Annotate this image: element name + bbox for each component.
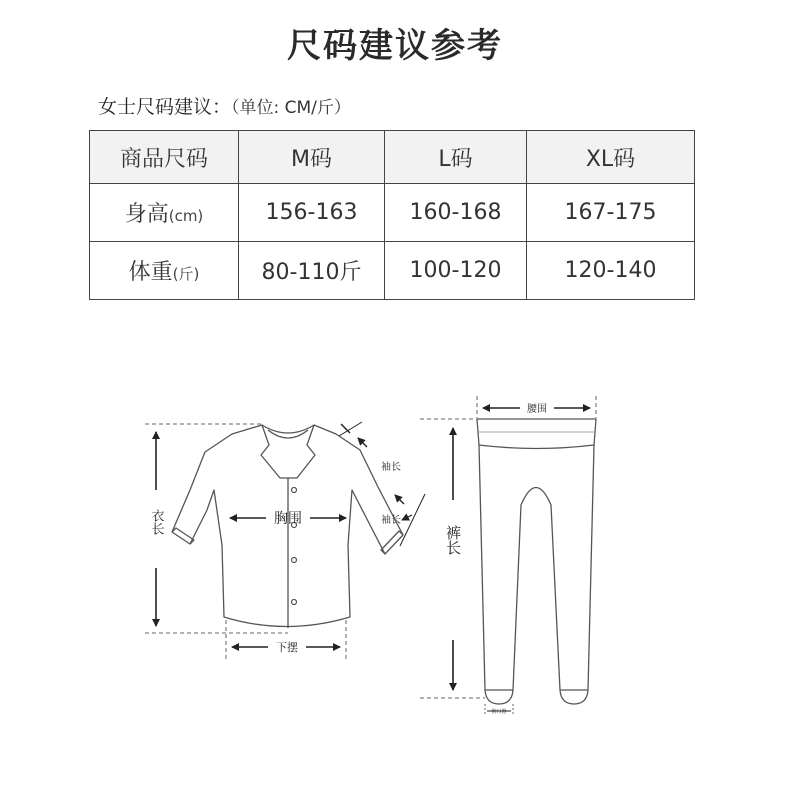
size-advice-label: 女士尺码建议：: [98, 96, 232, 118]
unit-note: （单位: CM/斤）: [231, 98, 351, 118]
header-cell-size: 商品尺码: [90, 131, 239, 184]
page-title: 尺码建议参考: [287, 26, 503, 66]
header-cell-l: L码: [385, 131, 527, 184]
pants-illustration: [477, 419, 596, 704]
row-label-unit: (斤): [172, 265, 200, 283]
size-advice-heading: [98, 92, 351, 119]
shirt-buttons: [292, 488, 297, 605]
height-xl: 167-175: [527, 184, 695, 242]
sleeve-label-lower: 袖长: [381, 515, 401, 526]
table-row: [90, 184, 695, 242]
pants-length-label: 裤长: [444, 525, 462, 555]
table-header-row: [90, 131, 695, 184]
waist-label: 腰围: [527, 404, 547, 415]
row-label-weight: [90, 242, 239, 300]
weight-m: 80-110斤: [239, 242, 385, 300]
height-m: 156-163: [239, 184, 385, 242]
cuff-label: 裤口围: [491, 709, 507, 715]
table-row: [90, 242, 695, 300]
weight-xl: 120-140: [527, 242, 695, 300]
chest-label: 胸围: [274, 511, 302, 527]
row-label-unit: (cm): [168, 207, 204, 225]
row-label-height: [90, 184, 239, 242]
sleeve-label-upper: 袖长: [381, 462, 401, 473]
hem-label: 下摆: [276, 641, 298, 654]
row-label-text: 体重: [128, 260, 173, 285]
sleeve-arrows: [339, 422, 425, 546]
header-cell-xl: XL码: [527, 131, 695, 184]
height-l: 160-168: [385, 184, 527, 242]
sleeve-cuff-arrow: [402, 515, 412, 520]
garment-measurement-diagram: [0, 380, 790, 720]
weight-l: 100-120: [385, 242, 527, 300]
shirt-length-label: 衣长: [148, 509, 164, 535]
header-cell-m: M码: [239, 131, 385, 184]
size-table: [89, 130, 695, 300]
row-label-text: 身高: [124, 202, 169, 227]
